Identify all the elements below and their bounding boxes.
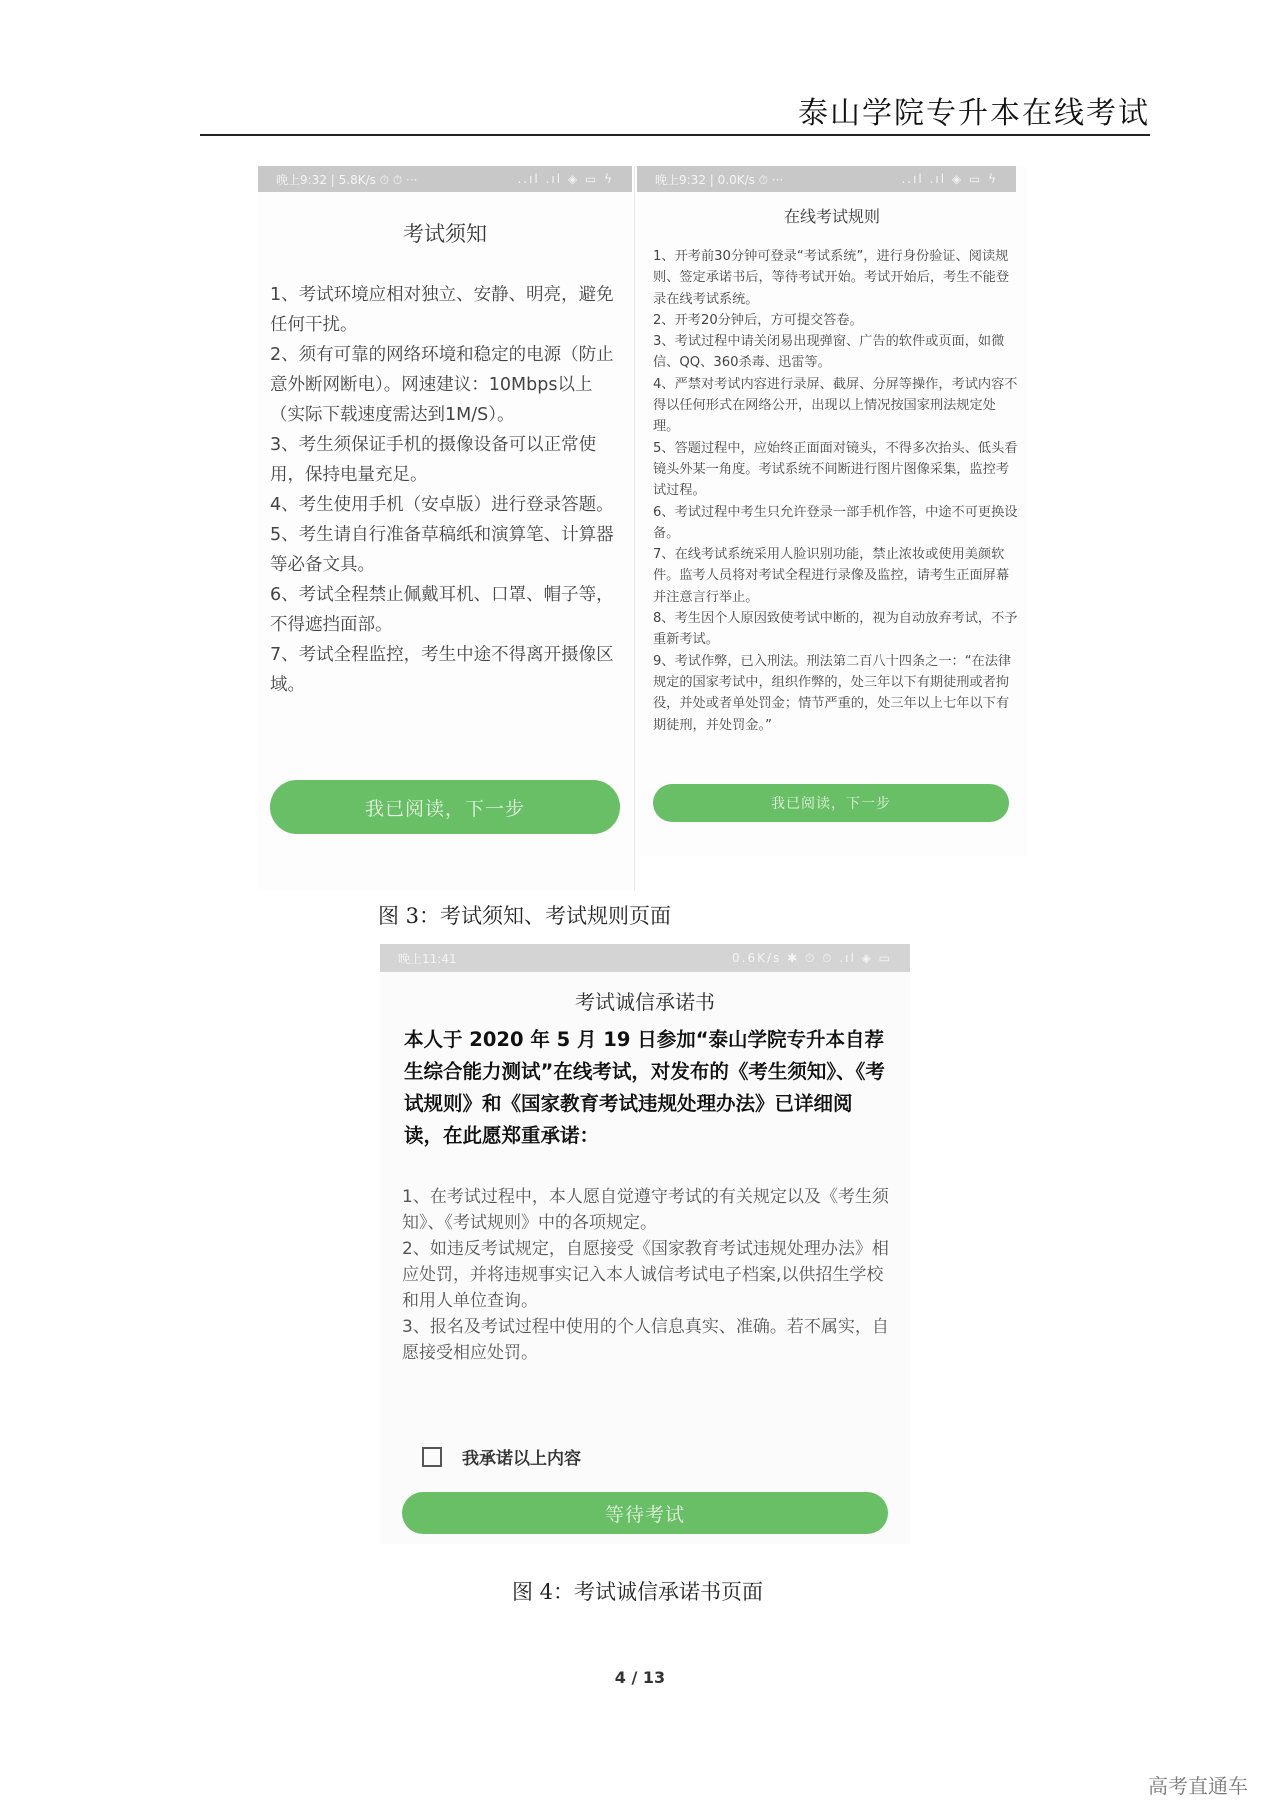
integrity-pledge-screenshot [380, 944, 910, 1544]
status-bar [380, 944, 910, 972]
agree-label: 我承诺以上内容 [462, 1449, 581, 1469]
status-bar [637, 166, 1016, 192]
rules-title: 在线考试规则 [783, 207, 880, 226]
exam-notice-screenshot [258, 166, 632, 890]
rules-body: 1、开考前30分钟可登录“考试系统”，进行身份验证、阅读规则、签定承诺书后，等待考试开始。考试开始后，考生不能登录在线考试系统。 2、开考20分钟后，方可提交答卷。 3、考试过程中请关闭易出现弹窗、广告的软件或页面，如微信、QQ、360杀毒、迅雷等。 4、严禁对考试内容进行录屏、截屏、分屏等操作，考试内容不得以任何形式在网络公开，出现以上情况按国家刑法规定处理。 5、答题过程中，应始终正面面对镜头，不得多次抬头、低头看镜头外某一角度。考试系统不间断进行图片图像采集，监控考试过程。 6、考试过程中考生只允许登录一部手机作答，中途不可更换设备。 7、在线考试系统采用人脸识别功能，禁止浓妆或使用美颜软件。监考人员将对考试全程进行录像及监控，请考生正面屏幕并注意言行举止。 8、考生因个人原因致使考试中断的，视为自动放弃考试，不予重新考试。 9、考试作弊，已入刑法。刑法第二百八十四条之一：“在法律规定的国家考试中，组织作弊的，处三年以下有期徒刑或者拘役，并处或者单处罚金；情节严重的，处三年以上七年以下有期徒刑，并处罚金。” [653, 249, 1018, 733]
header-rule [200, 134, 1150, 136]
screenshot-divider [634, 166, 635, 890]
figure-3-caption: 图 3：考试须知、考试规则页面 [378, 904, 672, 928]
signal-battery-icon: 0.6K/s ✱ ⏱ ⏱ .ıl ◈ ▭ [732, 950, 892, 965]
figure-4-caption: 图 4：考试诚信承诺书页面 [512, 1580, 764, 1604]
agree-checkbox[interactable] [422, 1447, 442, 1467]
pledge-title: 考试诚信承诺书 [575, 990, 715, 1014]
signal-battery-icon: ..ıl .ıl ◈ ▭ ϟ [901, 172, 998, 186]
wait-exam-button[interactable]: 等待考试 [402, 1492, 888, 1534]
notice-title: 考试须知 [403, 222, 487, 246]
agree-row[interactable] [422, 1444, 581, 1469]
status-time: 晚上9:32 | 0.0K/s ⏱ ··· [655, 172, 784, 187]
read-next-button[interactable]: 我已阅读，下一步 [270, 780, 620, 834]
status-time: 晚上11:41 [398, 951, 457, 966]
signal-battery-icon: ..ıl .ıl ◈ ▭ ϟ [517, 172, 614, 186]
exam-rules-screenshot [637, 166, 1027, 856]
watermark: 高考直通车 [1148, 1774, 1248, 1798]
document-header-title: 泰山学院专升本在线考试 [798, 96, 1150, 131]
status-time: 晚上9:32 | 5.8K/s ⏱ ⏱ ··· [276, 172, 418, 187]
read-next-button[interactable]: 我已阅读，下一步 [653, 784, 1009, 822]
notice-body: 1、考试环境应相对独立、安静、明亮，避免任何干扰。 2、须有可靠的网络环境和稳定的电源（防止意外断网断电）。网速建议：10Mbps以上（实际下载速度需达到1M/S）。 3、考生须保证手机的摄像设备可以正常使用，保持电量充足。 4、考生使用手机（安卓版）进行登录答题。 5、考生请自行准备草稿纸和演算笔、计算器等必备文具。 6、考试全程禁止佩戴耳机、口罩、帽子等，不得遮挡面部。 7、考试全程监控，考生中途不得离开摄像区域。 [270, 285, 614, 695]
page-number: 4 / 13 [614, 1668, 666, 1687]
pledge-statement: 本人于 2020 年 5 月 19 日参加“泰山学院专升本自荐生综合能力测试”在线考试，对发布的《考生须知》、《考试规则》和《国家教育考试违规处理办法》已详细阅读，在此愿郑重承诺： [404, 1028, 885, 1147]
pledge-body: 1、在考试过程中，本人愿自觉遵守考试的有关规定以及《考生须知》、《考试规则》中的各项规定。 2、如违反考试规定，自愿接受《国家教育考试违规处理办法》相应处罚，并将违规事实记入本人诚信考试电子档案,以供招生学校和用人单位查询。 3、报名及考试过程中使用的个人信息真实、准确。若不属实，自愿接受相应处罚。 [402, 1187, 889, 1363]
status-bar [258, 166, 632, 192]
